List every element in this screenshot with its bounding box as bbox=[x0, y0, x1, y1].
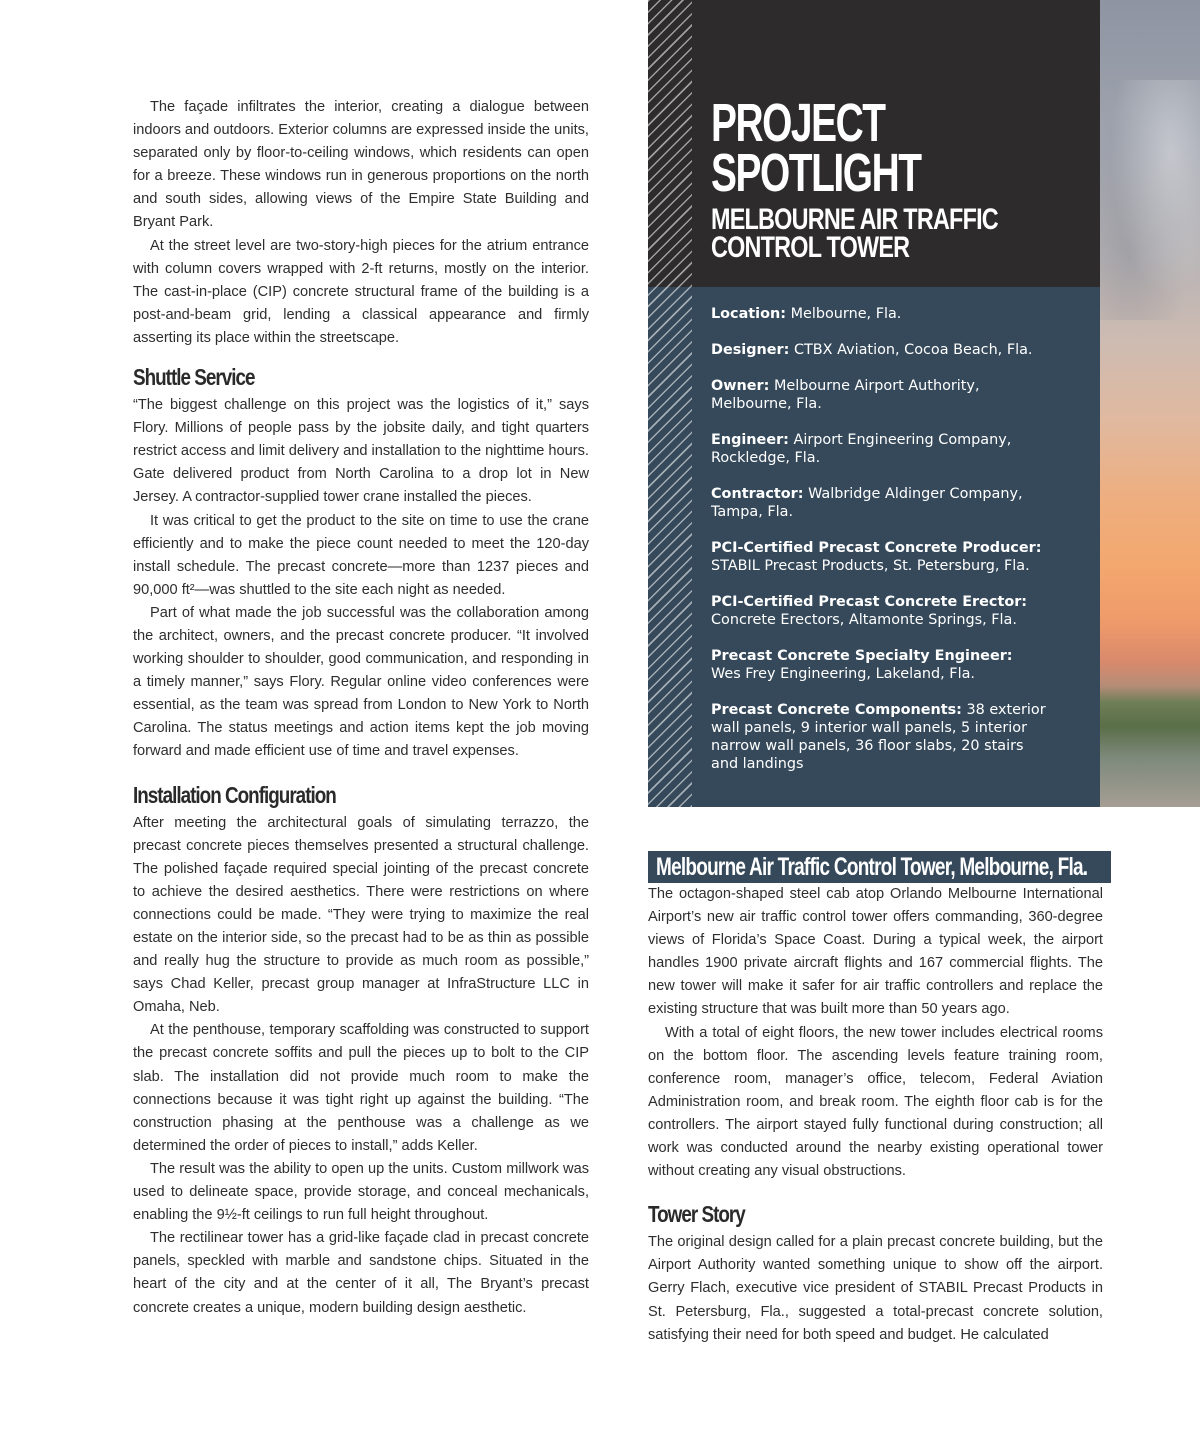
section-heading-shuttle-service: Shuttle Service bbox=[133, 364, 255, 391]
body-paragraph: After meeting the architectural goals of simulating terrazzo, the precast concrete pieces themselves presented a structural challenge. The polished façade required special jointing of the precast concrete to achieve the desired aesthetics. There were restrictions on where connections could be made. “They were trying to maximize the real estate on the interior side, so the precast had to be as thin as possible and really hug the structure to provide as much room as possible,” says Chad Keller, precast group manager at InfraStructure LLC in Omaha, Neb. bbox=[133, 814, 589, 1016]
spotlight-title bbox=[711, 93, 921, 203]
body-paragraph: The result was the ability to open up the units. Custom millwork was used to delineate space, provide storage, and conceal mechanicals, enabling the 9½-ft ceilings to run full height throughout. bbox=[133, 1160, 589, 1224]
body-paragraph: The octagon-shaped steel cab atop Orlando Melbourne International Airport’s new air traffic control tower offers commanding, 360-degree views of Florida’s Space Coast. During a typical week, the airport handles 1900 private aircraft flights and 167 commercial flights. The new tower will make it safer for air traffic controllers and replace the existing structure that was built more than 50 years ago. bbox=[648, 886, 1103, 1018]
fact-producer: PCI-Certified Precast Concrete Producer: STABIL Precast Products, St. Petersburg, Fla. bbox=[711, 540, 1042, 574]
fact-erector: PCI-Certified Precast Concrete Erector: Concrete Erectors, Altamonte Springs, Fla. bbox=[711, 594, 1028, 628]
body-paragraph: At the penthouse, temporary scaffolding was constructed to support the precast concrete soffits and pull the pieces up to bolt to the CIP slab. The installation did not provide much room to make the connections because it was tight right up against the building. “The construction phasing at the penthouse was a challenge as we determined the order of pieces to install,” adds Keller. bbox=[133, 1022, 589, 1154]
spotlight-title-line: PROJECT bbox=[711, 93, 885, 153]
body-paragraph: The original design called for a plain precast concrete building, but the Airport Authority wanted something unique to show off the airport. Gerry Flach, executive vice president of STABIL Precast Products in St. Petersburg, Fla., suggested a total-precast concrete solution, satisfying their need for both speed and budget. He calculated bbox=[648, 1234, 1103, 1343]
section-heading-installation-configuration: Installation Configuration bbox=[133, 781, 336, 808]
photo-caption: Melbourne Air Traffic Control Tower, Melbourne, Fla. bbox=[656, 853, 1088, 881]
fact-specialty-engineer: Precast Concrete Specialty Engineer: Wes Frey Engineering, Lakeland, Fla. bbox=[711, 648, 1013, 682]
body-paragraph: The façade infiltrates the interior, creating a dialogue between indoors and outdoors. Exterior columns are expressed inside the units, separated only by floor-to-ceiling windows, which residents can open for a breeze. These windows run in generous proportions on the north and south sides, allowing views of the Empire State Building and Bryant Park. bbox=[133, 99, 589, 231]
fact-designer: Designer: CTBX Aviation, Cocoa Beach, Fla. bbox=[711, 342, 1033, 358]
spotlight-title-line: SPOTLIGHT bbox=[711, 143, 921, 203]
photo-clouds bbox=[1100, 80, 1200, 320]
photo-caption-bar bbox=[648, 851, 1111, 883]
body-paragraph: It was critical to get the product to the site on time to use the crane efficiently and to make the piece count needed to meet the 120-day install schedule. The precast concrete—more than 1237 pieces and 90,000 ft²—was shuttled to the site each night as needed. bbox=[133, 512, 589, 598]
spotlight-subtitle bbox=[711, 203, 998, 264]
section-heading-tower-story: Tower Story bbox=[648, 1201, 745, 1228]
body-paragraph: At the street level are two-story-high pieces for the atrium entrance with column covers wrapped with 2-ft returns, mostly on the interior. The cast-in-place (CIP) concrete structural frame of the building is a post-and-beam grid, lending a classical appearance and firmly asserting its place within the streetscape. bbox=[133, 237, 589, 346]
diagonal-hatch-stripe bbox=[648, 0, 692, 807]
body-paragraph: With a total of eight floors, the new tower includes electrical rooms on the bottom floor. The ascending levels feature training room, conference room, manager’s office, telecom, Federal Aviation Administration room, and break room. The eighth floor cab is for the controllers. The airport stayed fully functional during construction; all work was conducted around the nearby existing operational tower without creating any visual obstructions. bbox=[648, 1024, 1103, 1180]
right-column bbox=[648, 851, 1103, 1347]
body-paragraph: “The biggest challenge on this project was the logistics of it,” says Flory. Millions of people pass by the jobsite daily, and tight quarters restrict access and limit delivery and installation to the nighttime hours. Gate delivered product from North Carolina to a drop lot in New Jersey. A contractor-supplied tower crane installed the pieces. bbox=[133, 397, 589, 506]
spotlight-subtitle-line: CONTROL TOWER bbox=[711, 231, 910, 264]
fact-engineer: Engineer: Airport Engineering Company, Rockledge, Fla. bbox=[711, 432, 1012, 466]
fact-components: Precast Concrete Components: 38 exterior wall panels, 9 interior wall panels, 5 interior narrow wall panels, 36 floor slabs, 20 stairs and landings bbox=[711, 702, 1046, 772]
project-facts-list bbox=[711, 305, 1051, 791]
fact-contractor: Contractor: Walbridge Aldinger Company, Tampa, Fla. bbox=[711, 486, 1023, 520]
left-column bbox=[133, 96, 589, 1320]
fact-location: Location: Melbourne, Fla. bbox=[711, 306, 902, 322]
fact-owner: Owner: Melbourne Airport Authority, Melbourne, Fla. bbox=[711, 378, 980, 412]
body-paragraph: Part of what made the job successful was the collaboration among the architect, owners, and the precast concrete producer. “It involved working shoulder to shoulder, good communication, and responding in a timely manner,” says Flory. Regular online video conferences were essential, as the team was spread from London to New York to North Carolina. The status meetings and action items kept the job moving forward and made efficient use of time and travel expenses. bbox=[133, 604, 589, 760]
body-paragraph: The rectilinear tower has a grid-like façade clad in precast concrete panels, speckled with marble and sandstone chips. Situated in the heart of the city and at the center of it all, The Bryant’s precast concrete creates a unique, modern building design aesthetic. bbox=[133, 1230, 589, 1316]
spotlight-subtitle-line: MELBOURNE AIR TRAFFIC bbox=[711, 203, 998, 236]
